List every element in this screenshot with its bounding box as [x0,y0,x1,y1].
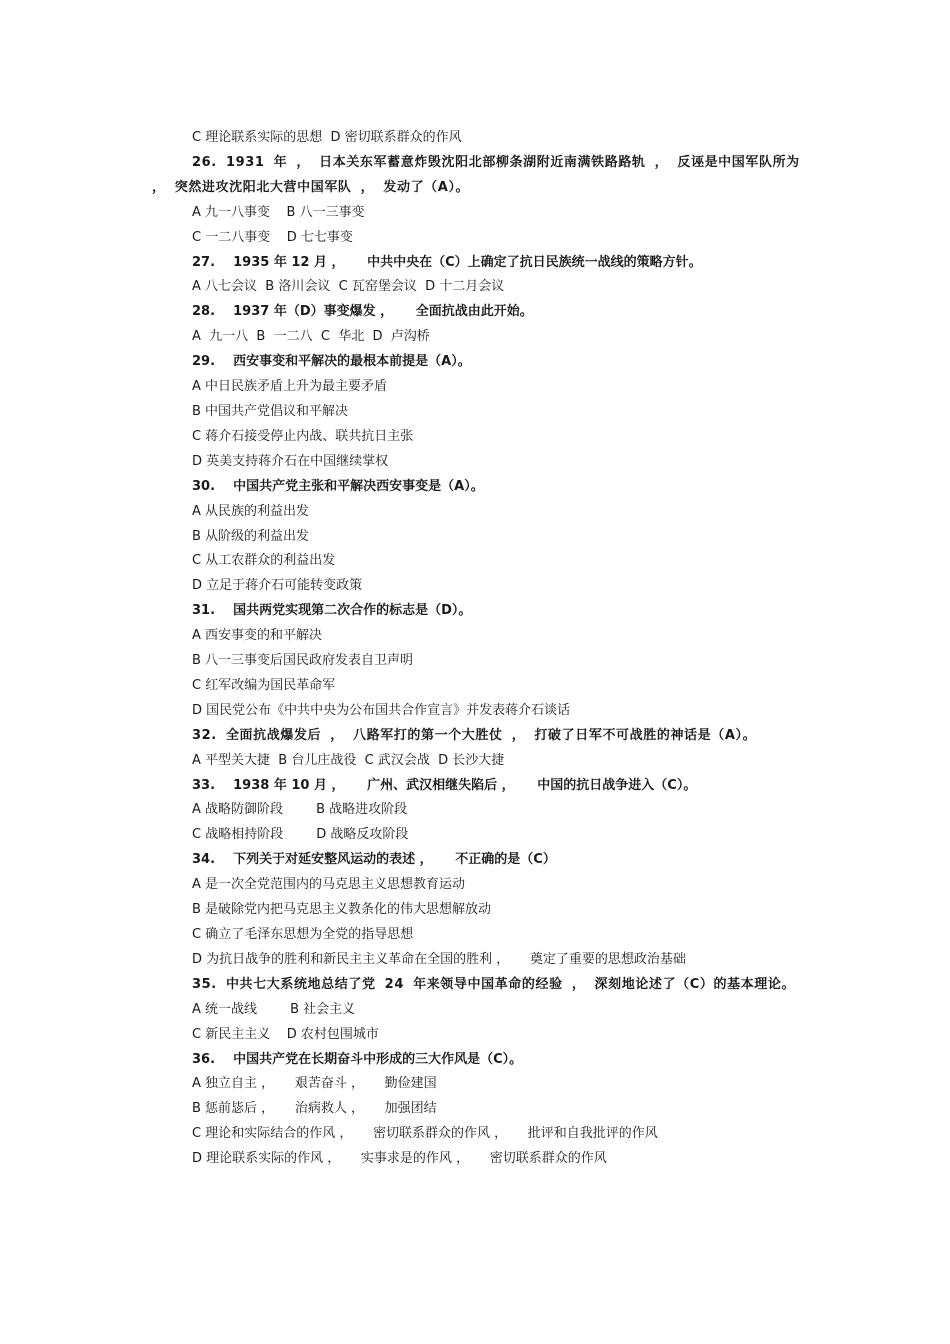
option-line: A 平型关大捷 B 台儿庄战役 C 武汉会战 D 长沙大捷 [192,752,505,768]
question-32: 32. 全面抗战爆发后 ， 八路军打的第一个大胜仗 ， 打破了日军不可战胜的神话是（A）。 [192,727,757,743]
option-line: C 红军改编为国民革命军 [192,677,336,693]
option-line: A 九一八事变 B 八一三事变 [192,204,365,220]
option-line: C 理论和实际结合的作风 ， 密切联系群众的作风 ， 批评和自我批评的作风 [192,1126,658,1142]
option-line: C 确立了毛泽东思想为全党的指导思想 [192,927,414,942]
option-line: C 新民主主义 D 农村包围城市 [192,1026,379,1042]
option-line: D 立足于蒋介石可能转变政策 [192,578,363,594]
option-line: C 一二八事变 D 七七事变 [192,229,353,245]
question-28: 28. 1937 年（D）事变爆发 ， 全面抗战由此开始。 [192,304,533,320]
option-line: B 八一三事变后国民政府发表自卫声明 [192,653,414,669]
option-line: D 国民党公布《中共中央为公布国共合作宣言》并发表蒋介石谈话 [192,702,571,718]
option-line: A 九一八 B 一二八 C 华北 D 卢沟桥 [192,329,430,345]
option-line: A 独立自主 ， 艰苦奋斗 ， 勤俭建国 [192,1076,437,1092]
option-line: A 战略防御阶段 B 战略进攻阶段 [192,802,408,818]
option-line: A 统一战线 B 社会主义 [192,1001,356,1017]
option-line: A 西安事变的和平解决 [192,628,323,644]
question-30: 30. 中国共产党主张和平解决西安事变是（A）。 [192,478,484,494]
option-line: C 战略相持阶段 D 战略反攻阶段 [192,827,409,843]
question-36: 36. 中国共产党在长期奋斗中形成的三大作风是（C）。 [192,1051,523,1067]
question-33: 33. 1938 年 10 月 ， 广州、武汉相继失陷后 ， 中国的抗日战争进入（C）。 [192,777,697,793]
question-29: 29. 西安事变和平解决的最根本前提是（A）。 [192,354,471,370]
document-body [152,126,812,1172]
question-34: 34. 下列关于对延安整风运动的表述 ， 不正确的是（C） [192,852,556,868]
option-line: D 理论联系实际的作风 ， 实事求是的作风 ， 密切联系群众的作风 [192,1151,607,1167]
option-line: B 从阶级的利益出发 [192,528,310,544]
option-line: B 惩前毖后 ， 治病救人 ， 加强团结 [192,1101,437,1117]
option-line: C 理论联系实际的思想 D 密切联系群众的作风 [192,130,462,145]
option-line: C 从工农群众的利益出发 [192,553,336,569]
option-line: A 中日民族矛盾上升为最主要矛盾 [192,379,388,395]
question-26: 26. 1931 年 ， 日本关东军蓄意炸毁沈阳北部柳条湖附近南满铁路路轨 ， 反诬是中国军队所为 ， 突然进攻沈阳北大营中国军队 ， 发动了（A）。 [152,154,800,195]
option-line: A 从民族的利益出发 [192,503,310,519]
question-31: 31. 国共两党实现第二次合作的标志是（D）。 [192,603,472,619]
option-line: B 中国共产党倡议和平解决 [192,403,349,419]
option-line: D 英美支持蒋介石在中国继续掌权 [192,453,389,469]
option-line: A 八七会议 B 洛川会议 C 瓦窑堡会议 D 十二月会议 [192,279,505,295]
option-line: D 为抗日战争的胜利和新民主主义革命在全国的胜利 ， 奠定了重要的思想政治基础 [192,951,686,967]
question-35: 35. 中共七大系统地总结了党 24 年来领导中国革命的经验 ， 深刻地论述了（C）的基本理论。 [192,976,796,992]
option-line: B 是破除党内把马克思主义教条化的伟大思想解放动 [192,902,492,918]
option-line: C 蒋介石接受停止内战、联共抗日主张 [192,428,414,444]
option-line: A 是一次全党范围内的马克思主义思想教育运动 [192,877,466,893]
question-27: 27. 1935 年 12 月 ， 中共中央在（C）上确定了抗日民族统一战线的策略方针。 [192,254,702,270]
